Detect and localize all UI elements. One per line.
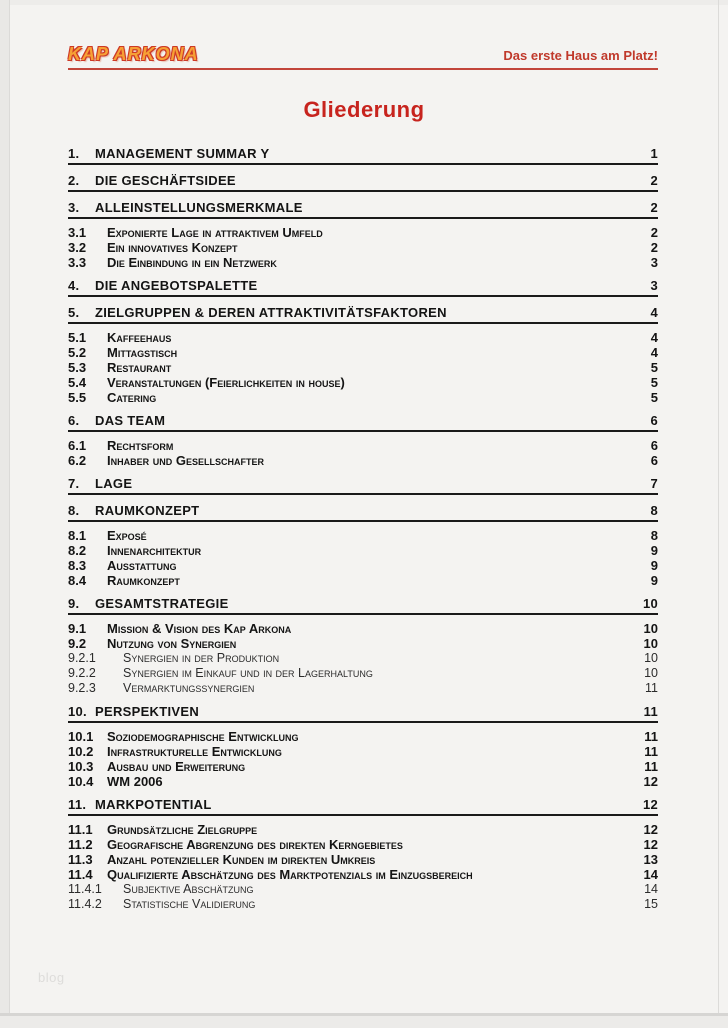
toc-entry <box>68 837 658 852</box>
toc-entry-page-number: 3 <box>650 255 658 270</box>
toc-entry-page-number: 11 <box>644 729 658 744</box>
toc-entry-number: 5.2 <box>68 345 87 360</box>
header-slogan: Das erste Haus am Platz! <box>503 48 658 63</box>
toc-entry-label: Ein innovatives Konzept <box>107 240 238 255</box>
toc-entry-number: 10.2 <box>68 744 94 759</box>
toc-entry <box>68 882 658 897</box>
toc-entry-number: 8.4 <box>68 573 87 588</box>
toc-entry-page-number: 3 <box>650 278 658 293</box>
toc-entry-label: Anzahl potenzieller Kunden im direkten Umkreis <box>107 852 376 867</box>
toc-entry-page-number: 13 <box>643 852 658 867</box>
toc-entry-page-number: 1 <box>650 146 658 161</box>
toc-entry-page-number: 12 <box>643 822 658 837</box>
toc-entry-label: DIE GESCHÄFTSIDEE <box>95 174 236 188</box>
toc-entry-number: 11. <box>68 797 87 812</box>
toc-entry-number: 11.4.2 <box>68 897 102 911</box>
toc-entry <box>68 681 658 696</box>
toc-entry-page-number: 14 <box>644 882 658 896</box>
toc-entry-label: Restaurant <box>107 360 172 375</box>
toc-entry <box>68 729 658 744</box>
toc-entry <box>68 774 658 789</box>
toc-entry-page-number: 10 <box>643 636 658 651</box>
toc-entry-label: ALLEINSTELLUNGSMERKMALE <box>95 201 303 215</box>
toc-entry-label: Qualifizierte Abschätzung des Marktpotenzials im Einzugsbereich <box>107 867 473 882</box>
toc-entry-page-number: 5 <box>650 375 658 390</box>
toc-entry <box>68 225 658 240</box>
toc-entry-number: 8. <box>68 503 80 518</box>
toc-entry-label: DIE ANGEBOTSPALETTE <box>95 279 258 293</box>
toc-entry-label: Ausstattung <box>107 558 177 573</box>
toc-entry-label: Exponierte Lage in attraktivem Umfeld <box>107 225 323 240</box>
toc-entry-page-number: 9 <box>650 543 658 558</box>
toc-entry <box>68 798 658 816</box>
toc-entry-label: Exposé <box>107 528 147 543</box>
toc-entry-page-number: 10 <box>644 651 658 665</box>
page-title: Gliederung <box>303 97 425 122</box>
toc-entry <box>68 147 658 165</box>
table-of-contents <box>0 123 728 912</box>
toc-entry-number: 10.1 <box>68 729 94 744</box>
toc-entry-page-number: 12 <box>643 774 658 789</box>
toc-entry-label: Soziodemographische Entwicklung <box>107 729 299 744</box>
toc-entry <box>68 543 658 558</box>
toc-entry <box>68 279 658 297</box>
toc-entry-page-number: 11 <box>644 759 658 774</box>
toc-entry <box>68 438 658 453</box>
toc-entry-page-number: 2 <box>650 200 658 215</box>
toc-entry-page-number: 15 <box>644 897 658 911</box>
toc-entry-page-number: 9 <box>650 558 658 573</box>
page-edge-left <box>0 0 10 1028</box>
header-rule <box>68 44 658 70</box>
toc-entry <box>68 240 658 255</box>
toc-entry-label: Innenarchitektur <box>107 543 202 558</box>
toc-entry-label: Statistische Validierung <box>123 897 256 911</box>
toc-entry-number: 5.1 <box>68 330 87 345</box>
toc-entry-number: 10.3 <box>68 759 94 774</box>
toc-entry-label: Ausbau und Erweiterung <box>107 759 246 774</box>
toc-entry-number: 5.4 <box>68 375 87 390</box>
toc-entry <box>68 174 658 192</box>
toc-entry-number: 3. <box>68 200 80 215</box>
toc-entry <box>68 477 658 495</box>
toc-entry-label: Mittagstisch <box>107 345 178 360</box>
toc-entry <box>68 867 658 882</box>
toc-entry-number: 8.1 <box>68 528 87 543</box>
toc-entry-number: 9. <box>68 596 80 611</box>
toc-entry-number: 9.1 <box>68 621 87 636</box>
toc-entry <box>68 414 658 432</box>
toc-entry <box>68 360 658 375</box>
toc-entry <box>68 504 658 522</box>
toc-entry <box>68 636 658 651</box>
toc-entry-number: 9.2.1 <box>68 651 96 665</box>
toc-entry-number: 3.1 <box>68 225 87 240</box>
toc-entry-page-number: 4 <box>650 330 658 345</box>
toc-entry-label: Rechtsform <box>107 438 174 453</box>
toc-entry <box>68 897 658 912</box>
toc-entry-page-number: 10 <box>642 596 658 611</box>
toc-entry-number: 5.5 <box>68 390 87 405</box>
toc-entry-page-number: 4 <box>650 345 658 360</box>
toc-entry-number: 10.4 <box>68 774 94 789</box>
toc-entry-number: 8.3 <box>68 558 87 573</box>
toc-entry-page-number: 8 <box>650 528 658 543</box>
toc-entry-number: 11.3 <box>68 852 93 867</box>
toc-entry-page-number: 14 <box>643 867 658 882</box>
toc-entry-number: 3.3 <box>68 255 87 270</box>
toc-entry-number: 6. <box>68 413 80 428</box>
toc-entry-label: RAUMKONZEPT <box>95 504 200 518</box>
toc-entry <box>68 453 658 468</box>
toc-entry-page-number: 12 <box>642 797 658 812</box>
toc-entry <box>68 705 658 723</box>
toc-entry-number: 4. <box>68 278 80 293</box>
toc-entry-label: Kaffeehaus <box>107 330 172 345</box>
toc-entry-page-number: 10 <box>643 621 658 636</box>
toc-entry-label: Synergien in der Produktion <box>123 651 280 665</box>
toc-entry-number: 11.2 <box>68 837 93 852</box>
toc-entry <box>68 390 658 405</box>
toc-entry-number: 9.2.3 <box>68 681 96 695</box>
toc-entry-number: 1. <box>68 146 80 161</box>
toc-entry-number: 9.2 <box>68 636 87 651</box>
toc-entry-number: 8.2 <box>68 543 87 558</box>
toc-entry-number: 6.2 <box>68 453 87 468</box>
toc-entry-page-number: 2 <box>650 240 658 255</box>
toc-entry-number: 9.2.2 <box>68 666 96 680</box>
toc-entry-page-number: 10 <box>644 666 658 680</box>
toc-entry <box>68 651 658 666</box>
toc-entry-number: 11.4.1 <box>68 882 102 896</box>
toc-entry-number: 5. <box>68 305 80 320</box>
toc-entry-number: 5.3 <box>68 360 87 375</box>
toc-entry-number: 7. <box>68 476 80 491</box>
toc-entry-label: MANAGEMENT SUMMAR Y <box>95 147 270 161</box>
toc-entry <box>68 666 658 681</box>
toc-entry-label: DAS TEAM <box>95 414 166 428</box>
page-edge-right <box>718 0 719 1028</box>
page-edge-top <box>0 0 728 5</box>
header <box>0 0 728 70</box>
toc-entry-page-number: 7 <box>650 476 658 491</box>
toc-entry-page-number: 11 <box>645 681 658 695</box>
toc-entry-label: GESAMTSTRATEGIE <box>95 597 229 611</box>
watermark-text: blog <box>38 970 65 985</box>
toc-entry-label: Infrastrukturelle Entwicklung <box>107 744 282 759</box>
toc-entry-page-number: 5 <box>650 390 658 405</box>
toc-entry-number: 6.1 <box>68 438 87 453</box>
toc-entry <box>68 822 658 837</box>
toc-entry-label: PERSPEKTIVEN <box>95 705 200 719</box>
toc-entry <box>68 744 658 759</box>
toc-entry-number: 10. <box>68 704 87 719</box>
toc-entry-number: 3.2 <box>68 240 87 255</box>
toc-entry-label: MARKPOTENTIAL <box>95 798 212 812</box>
toc-entry-label: ZIELGRUPPEN & DEREN ATTRAKTIVITÄTSFAKTOREN <box>95 306 447 320</box>
toc-entry <box>68 597 658 615</box>
toc-entry-page-number: 8 <box>650 503 658 518</box>
toc-entry-number: 11.1 <box>68 822 93 837</box>
toc-entry <box>68 759 658 774</box>
toc-entry <box>68 573 658 588</box>
toc-entry-page-number: 2 <box>650 173 658 188</box>
toc-entry-page-number: 2 <box>650 225 658 240</box>
toc-entry-label: Raumkonzept <box>107 573 180 588</box>
page-edge-bottom-under <box>0 1016 728 1028</box>
toc-entry-page-number: 11 <box>644 744 658 759</box>
toc-entry-page-number: 6 <box>650 413 658 428</box>
toc-entry-label: Mission & Vision des Kap Arkona <box>107 621 292 636</box>
toc-entry-label: Vermarktungssynergien <box>123 681 255 695</box>
toc-entry-label: Nutzung von Synergien <box>107 636 237 651</box>
toc-entry-page-number: 6 <box>650 453 658 468</box>
toc-entry-label: Inhaber und Gesellschafter <box>107 453 264 468</box>
toc-entry <box>68 528 658 543</box>
toc-entry <box>68 330 658 345</box>
toc-entry-number: 11.4 <box>68 867 93 882</box>
toc-entry-label: Veranstaltungen (Feierlichkeiten in house) <box>107 375 345 390</box>
toc-entry <box>68 375 658 390</box>
toc-entry-label: WM 2006 <box>107 774 163 789</box>
toc-entry-page-number: 9 <box>650 573 658 588</box>
toc-entry <box>68 306 658 324</box>
toc-entry <box>68 558 658 573</box>
toc-entry-page-number: 11 <box>643 704 658 719</box>
toc-entry-label: Die Einbindung in ein Netzwerk <box>107 255 277 270</box>
toc-entry-page-number: 6 <box>650 438 658 453</box>
toc-entry-page-number: 5 <box>650 360 658 375</box>
toc-entry <box>68 255 658 270</box>
toc-entry-page-number: 4 <box>650 305 658 320</box>
kap-arkona-logo: KAP ARKONA <box>68 44 199 64</box>
toc-entry-page-number: 12 <box>643 837 658 852</box>
toc-entry-label: Synergien im Einkauf und in der Lagerhaltung <box>123 666 373 680</box>
toc-entry <box>68 621 658 636</box>
toc-entry-number: 2. <box>68 173 80 188</box>
toc-entry-label: Geografische Abgrenzung des direkten Kerngebietes <box>107 837 403 852</box>
toc-entry <box>68 345 658 360</box>
toc-entry <box>68 852 658 867</box>
toc-entry-label: Catering <box>107 390 157 405</box>
toc-entry <box>68 201 658 219</box>
toc-entry-label: Subjektive Abschätzung <box>123 882 254 896</box>
toc-entry-label: Grundsätzliche Zielgruppe <box>107 822 258 837</box>
toc-entry-label: LAGE <box>95 477 133 491</box>
